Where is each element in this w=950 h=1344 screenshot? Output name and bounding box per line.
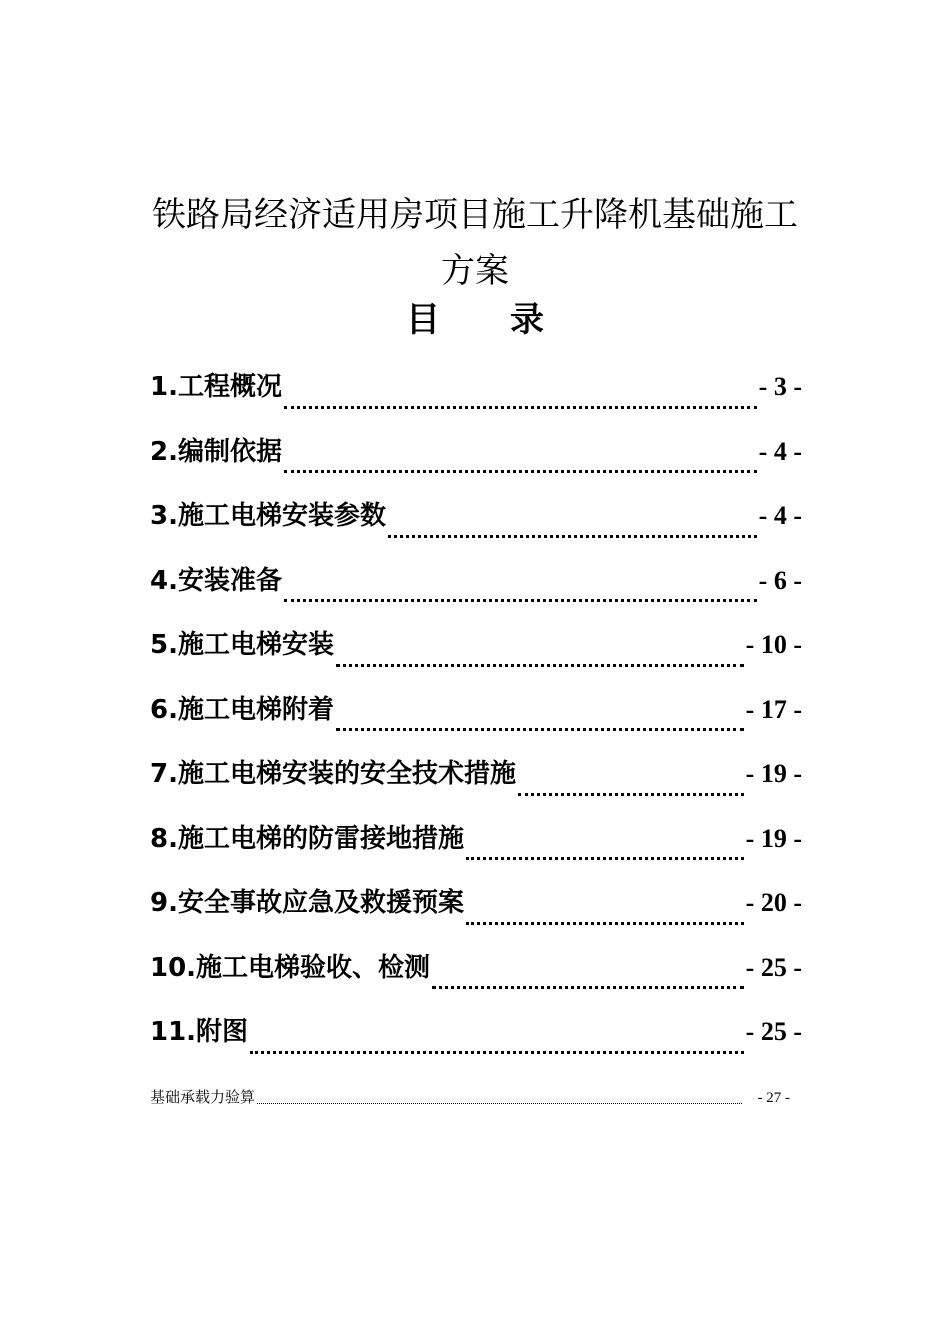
toc-entry-label: 2.编制依据 [150, 436, 282, 467]
toc-entry[interactable] [150, 947, 802, 1012]
toc-entry-page: - 19 - [745, 759, 802, 788]
toc-entry-page: - 6 - [758, 565, 802, 595]
dot-leader [466, 922, 744, 925]
dot-leader [466, 857, 744, 860]
toc-entry-page: - 3 - [758, 372, 802, 401]
toc-entry-page: - 19 - [745, 823, 802, 853]
toc-heading [0, 298, 950, 342]
toc-entry[interactable] [150, 753, 802, 818]
dot-leader [336, 664, 744, 667]
toc-entry-label: 11.附图 [150, 1017, 249, 1047]
toc-entry-label: 6.施工电梯附着 [150, 694, 334, 725]
document-title: 铁路局经济适用房项目施工升降机基础施工方案 [152, 195, 798, 291]
toc-entry[interactable] [150, 366, 802, 431]
toc-heading-left: 目 [406, 300, 440, 340]
toc-entry-page: - 17 - [745, 694, 802, 724]
toc-entry[interactable] [150, 431, 802, 496]
toc-entry[interactable] [150, 1011, 802, 1076]
toc-entry-page: - 25 - [745, 1017, 802, 1046]
dot-leader [518, 793, 744, 796]
toc-entry-label: 10.施工电梯验收、检测 [150, 952, 431, 983]
toc-entry[interactable] [150, 560, 802, 625]
toc-entry[interactable] [150, 818, 802, 883]
toc-entry-label: 9.安全事故应急及救援预案 [150, 888, 464, 918]
toc-entry-page: - 10 - [745, 630, 802, 659]
toc-heading-right: 录 [510, 300, 544, 340]
toc-entry-label: 1.工程概况 [150, 372, 282, 402]
dot-leader [432, 986, 744, 989]
dot-leader [250, 1051, 744, 1054]
dot-leader [257, 1103, 741, 1104]
dot-leader [284, 599, 757, 602]
dot-leader [388, 535, 757, 538]
toc-entry-label: 5.施工电梯安装 [150, 630, 334, 660]
dot-leader [336, 728, 744, 731]
toc-entry[interactable] [150, 624, 802, 689]
dot-leader [284, 470, 757, 473]
toc-entry-label: 7.施工电梯安装的安全技术措施 [150, 759, 516, 789]
toc-entry-label: 8.施工电梯的防雷接地措施 [150, 823, 464, 854]
toc-entry[interactable] [150, 882, 802, 947]
toc-entry-page: - 20 - [745, 888, 802, 917]
toc-entry[interactable] [150, 495, 802, 560]
toc-entry-page: - 25 - [745, 952, 802, 982]
toc-entry[interactable] [150, 689, 802, 754]
toc-entry-label: 4.安装准备 [150, 565, 282, 596]
toc-entry-label: 3.施工电梯安装参数 [150, 501, 386, 531]
toc-sub-entry-page: - 27 - [757, 1090, 790, 1106]
toc-sub-entry[interactable] [150, 1086, 790, 1107]
toc-list [150, 366, 802, 1076]
toc-entry-page: - 4 - [758, 436, 802, 466]
toc-entry-page: - 4 - [758, 501, 802, 530]
dot-leader [284, 406, 757, 409]
toc-sub-entry-label: 基础承载力验算 [150, 1088, 256, 1106]
